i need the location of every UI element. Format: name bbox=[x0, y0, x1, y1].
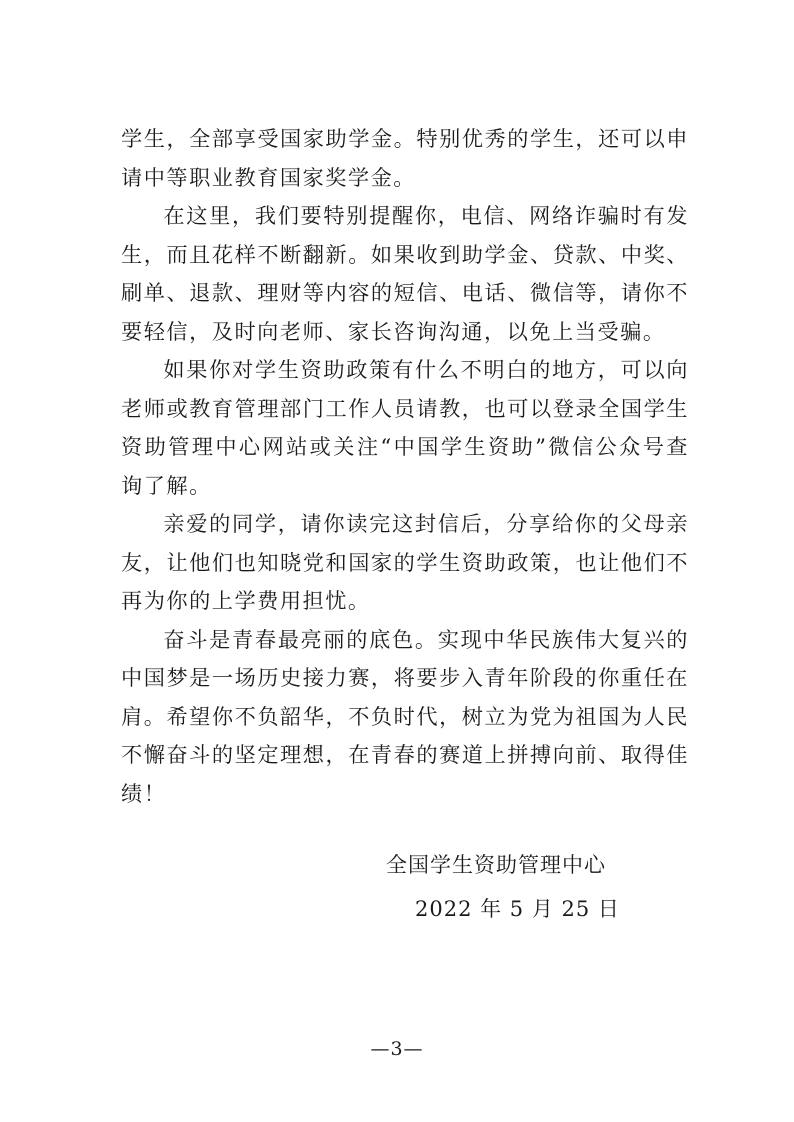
paragraph-contact-info: 如果你对学生资助政策有什么不明白的地方，可以向老师或教育管理部门工作人员请教，也可以登录全国学生资助管理中心网站或关注“中国学生资助”微信公众号查询了解。 bbox=[121, 357, 689, 498]
paragraph-share-with-family: 亲爱的同学，请你读完这封信后，分享给你的父母亲友，让他们也知晓党和国家的学生资助政策，也让他们不再为你的上学费用担忧。 bbox=[121, 511, 689, 613]
paragraph-closing-encouragement: 奋斗是青春最亮丽的底色。实现中华民族伟大复兴的中国梦是一场历史接力赛，将要步入青年阶段的你重任在肩。希望你不负韶华，不负时代，树立为党为祖国为人民不懈奋斗的坚定理想，在青春的赛道上拼搏向前、取得佳绩！ bbox=[121, 626, 689, 806]
signature-date: 2022 年 5 月 25 日 bbox=[415, 897, 620, 921]
paragraph-fraud-warning: 在这里，我们要特别提醒你，电信、网络诈骗时有发生，而且花样不断翻新。如果收到助学金、贷款、中奖、刷单、退款、理财等内容的短信、电话、微信等，请你不要轻信，及时向老师、家长咨询沟通，以免上当受骗。 bbox=[121, 203, 689, 344]
paragraph-continued: 学生，全部享受国家助学金。特别优秀的学生，还可以申请中等职业教育国家奖学金。 bbox=[121, 126, 689, 190]
signature-organization: 全国学生资助管理中心 bbox=[386, 853, 606, 877]
signature-block bbox=[386, 843, 620, 931]
page-number: —3— bbox=[370, 1038, 424, 1060]
letter-body bbox=[121, 120, 689, 813]
